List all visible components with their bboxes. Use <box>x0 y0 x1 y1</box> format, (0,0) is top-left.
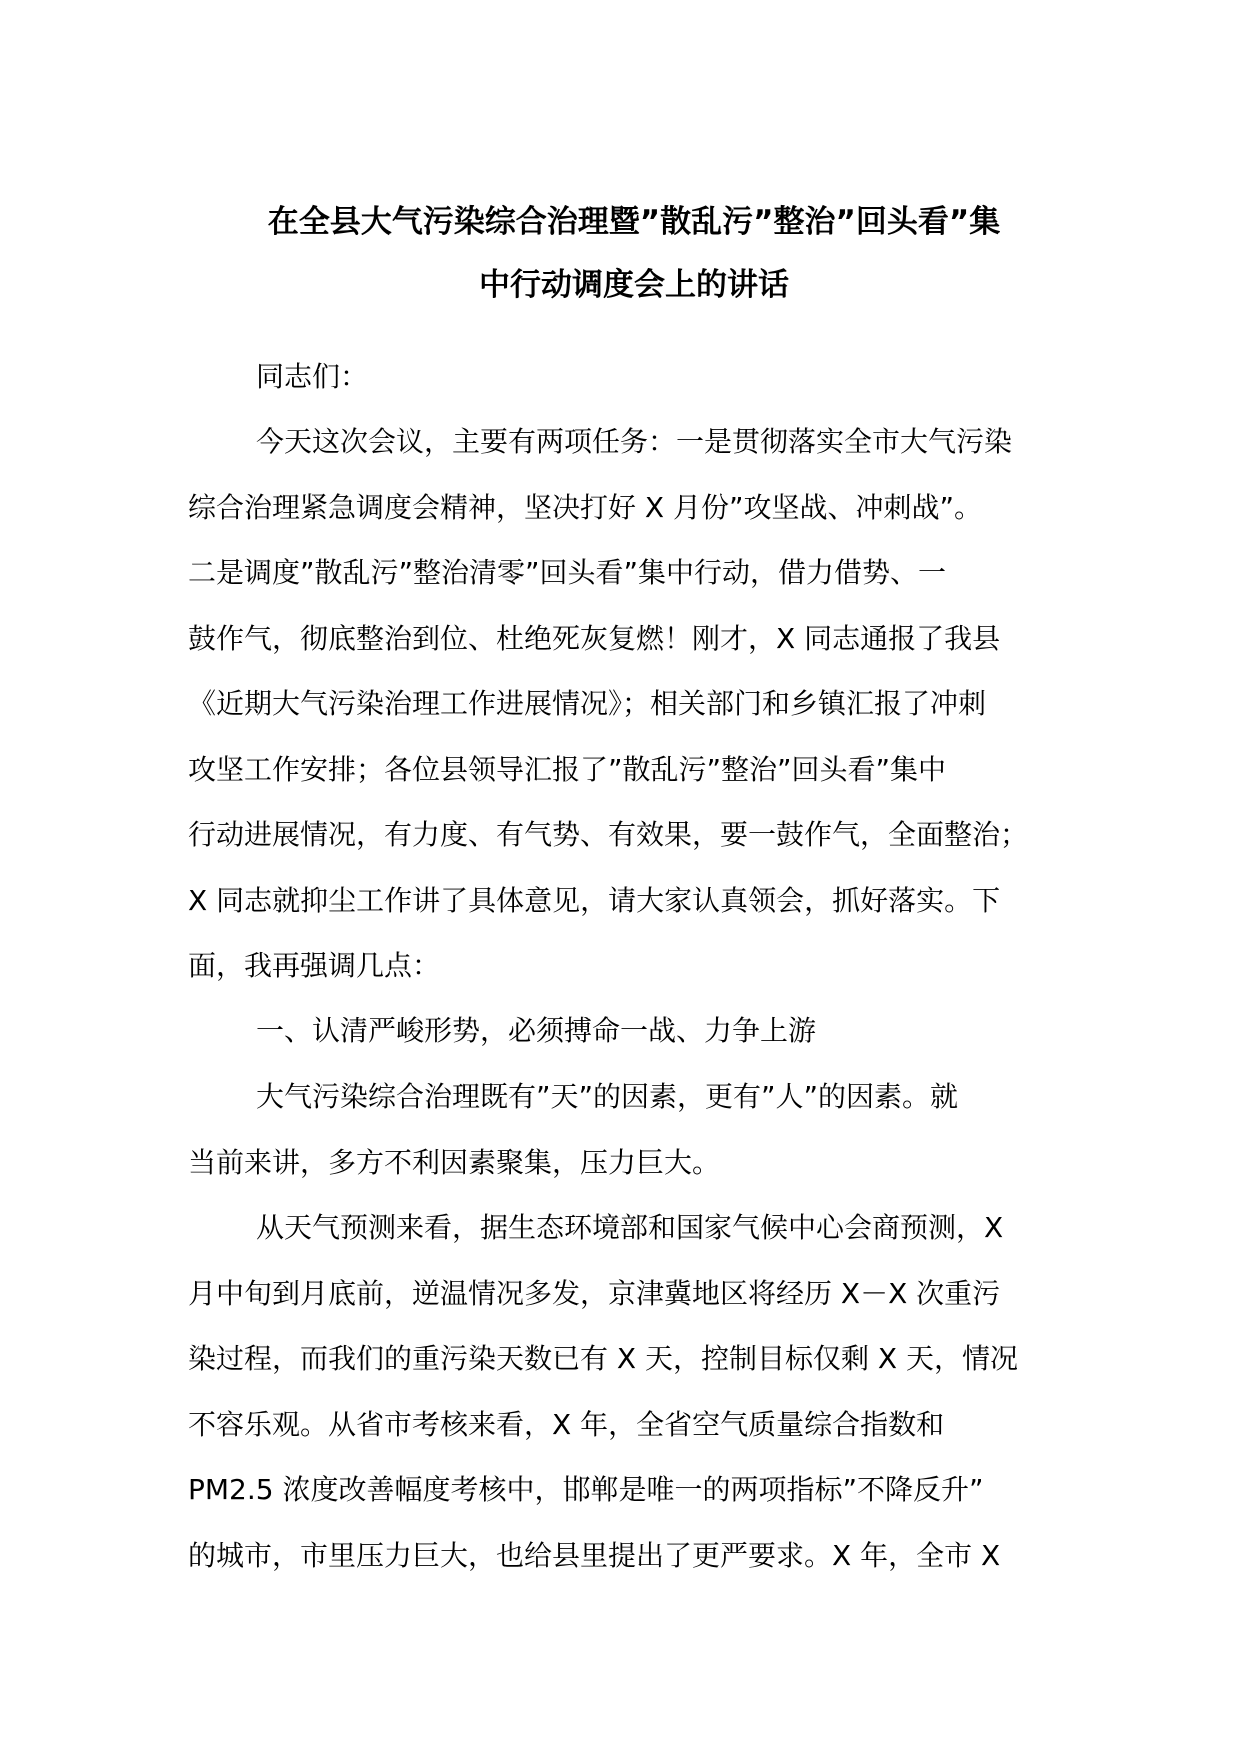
paragraph-line: 不容乐观。从省市考核来看，X 年，全省空气质量综合指数和 <box>188 1407 945 1441</box>
paragraph-line: 大气污染综合治理既有”天”的因素，更有”人”的因素。就 <box>256 1080 959 1113</box>
paragraph-line: PM2.5 浓度改善幅度考核中，邯郸是唯一的两项指标”不降反升” <box>188 1473 984 1506</box>
paragraph-line: X 同志就抑尘工作讲了具体意见，请大家认真领会，抓好落实。下 <box>188 883 1001 917</box>
paragraph-line: 今天这次会议，主要有两项任务：一是贯彻落实全市大气污染 <box>256 425 1013 458</box>
paragraph-line: 《近期大气污染治理工作进展情况》；相关部门和乡镇汇报了冲刺 <box>188 687 987 720</box>
section-heading-text: 一、认清严峻形势，必须搏命一战、力争上游 <box>256 1014 817 1047</box>
section-heading-1 <box>188 998 1080 1064</box>
paragraph-line: 综合治理紧急调度会精神，坚决打好 X 月份”攻坚战、冲刺战”。 <box>188 490 982 524</box>
paragraph-line: 行动进展情况，有力度、有气势、有效果，要一鼓作气，全面整治； <box>188 818 1029 851</box>
greeting <box>188 344 1080 410</box>
paragraph-line: 二是调度”散乱污”整治清零”回头看”集中行动，借力借势、一 <box>188 556 947 589</box>
document-title-line-1: 在全县大气污染综合治理暨”散乱污”整治”回头看”集 <box>267 204 1001 240</box>
paragraph-line: 染过程，而我们的重污染天数已有 X 天，控制目标仅剩 X 天，情况 <box>188 1342 1018 1375</box>
document-title-line-2: 中行动调度会上的讲话 <box>479 267 789 303</box>
paragraph-weather <box>188 1195 1080 1588</box>
paragraph-intro <box>188 409 1080 999</box>
greeting-text: 同志们： <box>256 360 369 393</box>
paragraph-line: 面，我再强调几点： <box>188 949 441 982</box>
paragraph-line: 月中旬到月底前，逆温情况多发，京津冀地区将经历 X－X 次重污 <box>188 1276 1001 1310</box>
paragraph-line: 从天气预测来看，据生态环境部和国家气候中心会商预测，X <box>256 1211 1004 1244</box>
paragraph-line: 当前来讲，多方不利因素聚集，压力巨大。 <box>188 1145 721 1179</box>
paragraph-factors <box>188 1064 1080 1195</box>
paragraph-line: 鼓作气，彻底整治到位、杜绝死灰复燃！刚才，X 同志通报了我县 <box>188 621 1001 655</box>
paragraph-line: 的城市，市里压力巨大，也给县里提出了更严要求。X 年，全市 X <box>188 1538 1001 1572</box>
paragraph-line: 攻坚工作安排；各位县领导汇报了”散乱污”整治”回头看”集中 <box>188 752 947 786</box>
